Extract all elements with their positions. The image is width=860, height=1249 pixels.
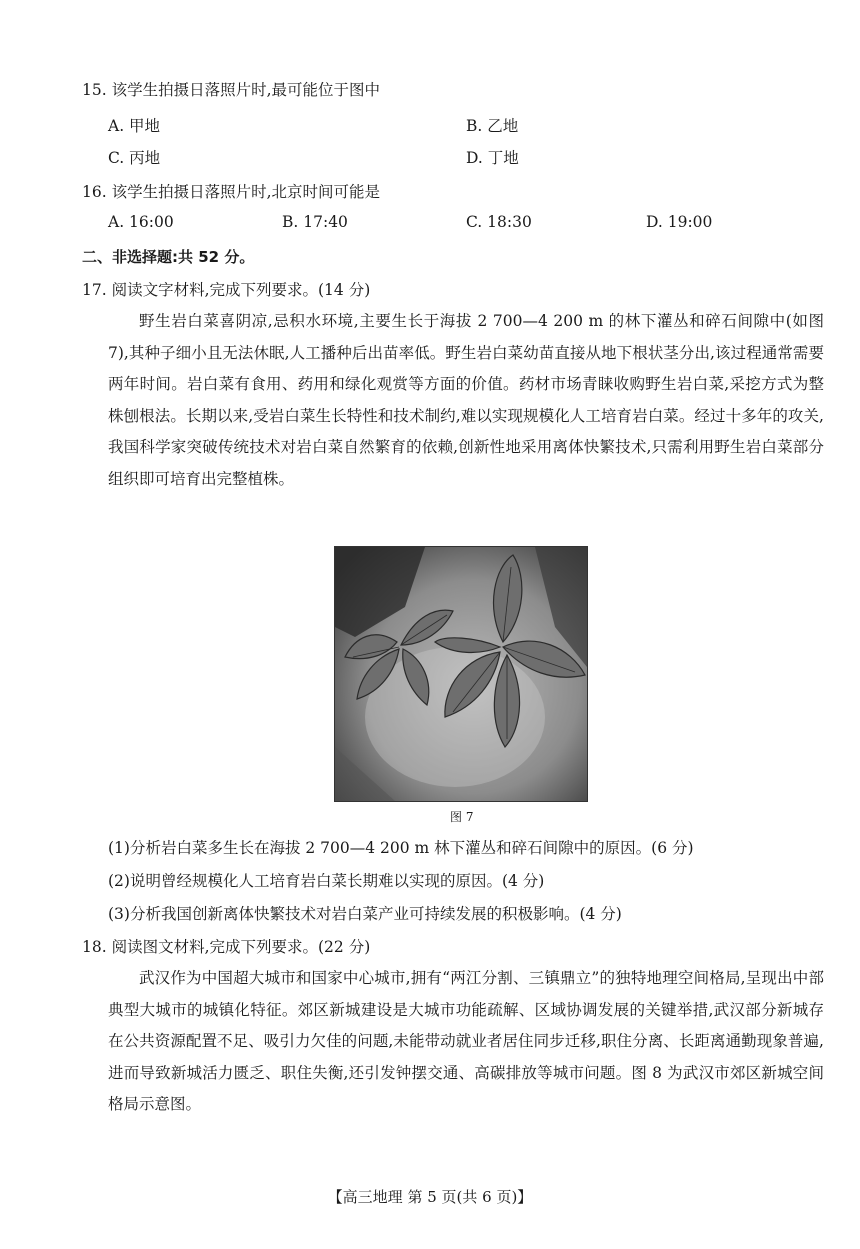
q15-option-d: D. 丁地 xyxy=(466,149,519,167)
page-footer: 【高三地理 第 5 页(共 6 页)】 xyxy=(327,1188,533,1206)
q17-sub3: (3)分析我国创新离体快繁技术对岩白菜产业可持续发展的积极影响。(4 分) xyxy=(108,905,622,923)
q17-sub1: (1)分析岩白菜多生长在海拔 2 700—4 200 m 林下灌丛和碎石间隙中的原因。(6 分) xyxy=(108,839,694,857)
rockfoil-plant-photo xyxy=(334,546,588,802)
q17-passage-text: 野生岩白菜喜阴凉,忌积水环境,主要生长于海拔 2 700—4 200 m 的林下灌丛和碎石间隙中(如图 7),其种子细小且无法休眠,人工播种后出苗率低。野生岩白菜幼苗直接从地下根状茎分出,该过程通常需要两年时间。岩白菜有食用、药用和绿化观赏等方面的价值。药材市场青睐收购野生岩白菜,采挖方式为整株刨根法。长期以来,受岩白菜生长特性和技术制约,难以实现规模化人工培育岩白菜。经过十多年的攻关,我国科学家突破传统技术对岩白菜自然繁育的依赖,创新性地采用离体快繁技术,只需利用野生岩白菜部分组织即可培育出完整植株。 xyxy=(108,312,824,488)
q16-option-b: B. 17:40 xyxy=(282,213,348,231)
figure-7-caption: 图 7 xyxy=(450,810,474,824)
q15-option-b: B. 乙地 xyxy=(466,117,519,135)
q18-passage-text: 武汉作为中国超大城市和国家中心城市,拥有“两江分割、三镇鼎立”的独特地理空间格局,呈现出中部典型大城市的城镇化特征。郊区新城建设是大城市功能疏解、区域协调发展的关键举措,武汉部分新城存在公共资源配置不足、吸引力欠佳的问题,未能带动就业者居住同步迁移,职住分离、长距离通勤现象普遍,进而导致新城活力匮乏、职住失衡,还引发钟摆交通、高碳排放等城市问题。图 8 为武汉市郊区新城空间格局示意图。 xyxy=(108,969,824,1113)
q16-option-d: D. 19:00 xyxy=(646,213,713,231)
q15-option-c: C. 丙地 xyxy=(108,149,161,167)
section-heading: 二、非选择题:共 52 分。 xyxy=(82,248,255,266)
q18-stem: 18. 阅读图文材料,完成下列要求。(22 分) xyxy=(82,938,371,956)
q16-option-a: A. 16:00 xyxy=(108,213,174,231)
q17-sub2: (2)说明曾经规模化人工培育岩白菜长期难以实现的原因。(4 分) xyxy=(108,872,545,890)
q17-stem: 17. 阅读文字材料,完成下列要求。(14 分) xyxy=(82,281,371,299)
q18-passage xyxy=(108,963,824,1121)
q16-stem: 16. 该学生拍摄日落照片时,北京时间可能是 xyxy=(82,183,381,201)
q15-option-a: A. 甲地 xyxy=(108,117,161,135)
q17-passage xyxy=(108,306,824,495)
q15-stem: 15. 该学生拍摄日落照片时,最可能位于图中 xyxy=(82,81,381,99)
q16-option-c: C. 18:30 xyxy=(466,213,532,231)
